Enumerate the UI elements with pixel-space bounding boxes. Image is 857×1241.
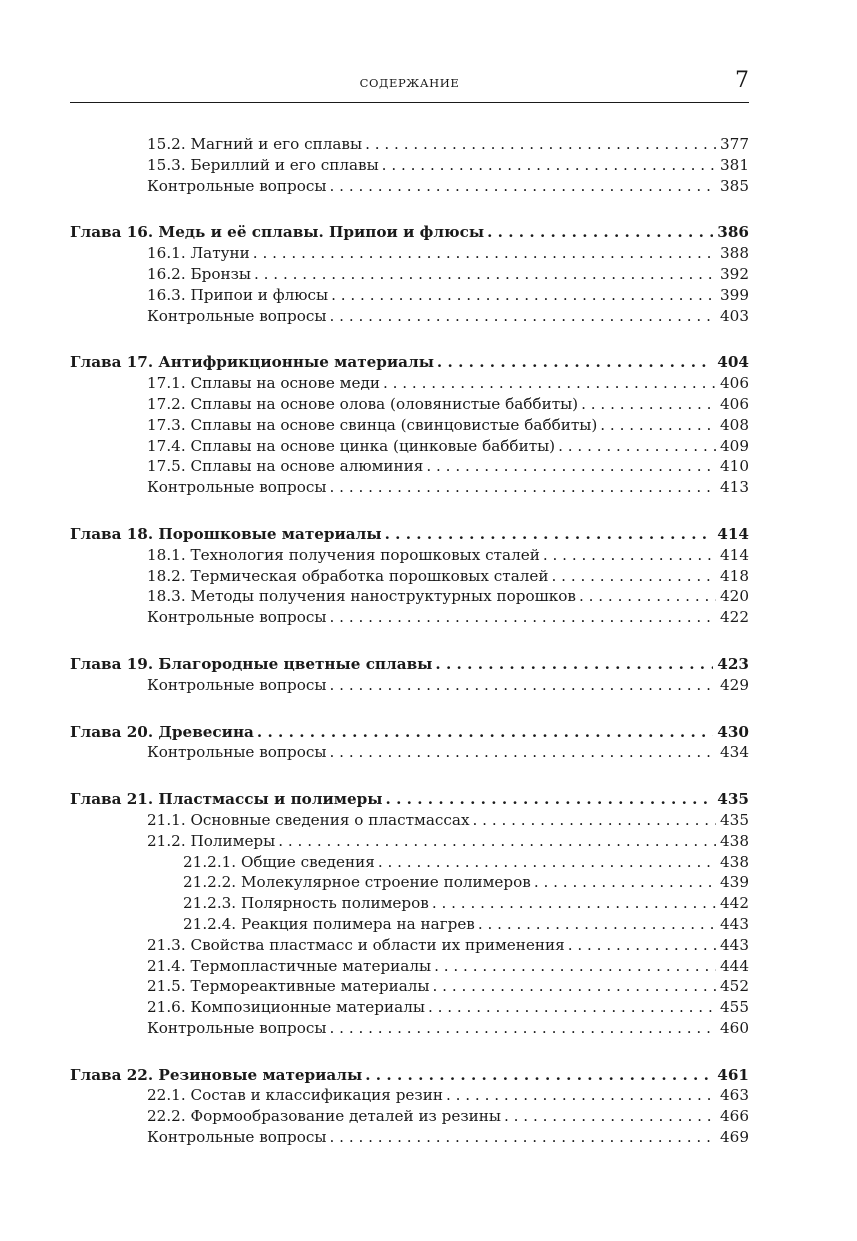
- toc-entry-label: 15.2. Магний и его сплавы: [147, 135, 363, 153]
- dot-leader: [504, 1106, 716, 1127]
- toc-entry-label: 17.5. Сплавы на основе алюминия: [147, 457, 424, 476]
- toc-entry-page: 443: [720, 935, 749, 954]
- dot-leader: [579, 586, 716, 607]
- toc-section-entry[interactable]: [70, 176, 749, 197]
- toc-section-entry[interactable]: [70, 956, 749, 977]
- toc-entry-label: 18.1. Технология получения порошковых сталей: [147, 545, 540, 564]
- toc-section-entry[interactable]: [70, 415, 749, 436]
- toc-entry-label: 16.1. Латуни: [147, 244, 250, 263]
- toc-chapter-entry[interactable]: [70, 352, 749, 373]
- toc-entry-page: 434: [720, 743, 749, 762]
- toc-entry-label: 17.1. Сплавы на основе меди: [147, 374, 380, 393]
- toc-entry-page: 418: [720, 566, 749, 585]
- toc-section-entry[interactable]: [70, 566, 749, 587]
- toc-entry-page: 409: [720, 436, 749, 455]
- toc-subsubsection-entry[interactable]: [70, 893, 749, 914]
- toc-chapter-entry[interactable]: [70, 789, 749, 810]
- toc-entry-page: 435: [717, 790, 749, 809]
- dot-leader: [383, 373, 716, 394]
- toc-entry-page: 392: [720, 264, 749, 283]
- toc-entry-label: Контрольные вопросы: [147, 176, 327, 195]
- toc-entry-page: 439: [720, 873, 749, 892]
- toc-entry-label: 21.1. Основные сведения о пластмассах: [147, 810, 470, 829]
- toc-entry-label: 21.6. Композиционные материалы: [147, 998, 425, 1017]
- toc-section-entry[interactable]: [70, 675, 749, 696]
- toc-entry-page: 386: [717, 223, 749, 242]
- toc-section-entry[interactable]: [70, 545, 749, 566]
- toc-entry-label: Контрольные вопросы: [147, 608, 327, 627]
- dot-leader: [437, 352, 713, 373]
- toc-chapter-entry[interactable]: [70, 222, 749, 243]
- dot-leader: [331, 285, 716, 306]
- toc-entry-label: 18.3. Методы получения наноструктурных порошков: [147, 587, 576, 606]
- toc-section-entry[interactable]: [70, 810, 749, 831]
- toc-entry-page: 430: [717, 722, 749, 741]
- dot-leader: [433, 976, 716, 997]
- toc-entry-page: 429: [720, 675, 749, 694]
- toc-entry-label: 18.2. Термическая обработка порошковых сталей: [147, 566, 549, 585]
- toc-entry-label: 21.2.2. Молекулярное строение полимеров: [183, 873, 531, 892]
- toc-entry-page: 406: [720, 394, 749, 413]
- toc-entry-label: Глава 20. Древесина: [70, 722, 254, 741]
- chapter-spacer: [70, 498, 749, 524]
- toc-chapter-entry[interactable]: [70, 1065, 749, 1086]
- toc-entry-page: 444: [720, 956, 749, 975]
- dot-leader: [435, 654, 713, 675]
- dot-leader: [330, 306, 716, 327]
- toc-entry-label: Глава 17. Антифрикционные материалы: [70, 353, 434, 372]
- toc-entry-label: 21.2. Полимеры: [147, 831, 276, 850]
- dot-leader: [434, 956, 716, 977]
- toc-entry-page: 423: [717, 654, 749, 673]
- dot-leader: [426, 456, 716, 477]
- toc-chapter-entry[interactable]: [70, 654, 749, 675]
- toc-section-entry[interactable]: [70, 477, 749, 498]
- running-header: [70, 66, 749, 103]
- toc-entry-page: 455: [720, 998, 749, 1017]
- chapter-spacer: [70, 326, 749, 352]
- toc-section-entry[interactable]: [70, 976, 749, 997]
- toc-subsubsection-entry[interactable]: [70, 852, 749, 873]
- dot-leader: [330, 1018, 716, 1039]
- toc-entry-label: 16.2. Бронзы: [147, 264, 251, 283]
- dot-leader: [330, 607, 716, 628]
- dot-leader: [558, 436, 716, 457]
- toc-entry-page: 461: [717, 1065, 749, 1084]
- toc-entry-label: 21.2.4. Реакция полимера на нагрев: [183, 914, 475, 933]
- toc-entry-page: 404: [717, 353, 749, 372]
- toc-entry-page: 469: [720, 1128, 749, 1147]
- toc-entry-label: Глава 18. Порошковые материалы: [70, 524, 382, 543]
- toc-section-entry[interactable]: [70, 1085, 749, 1106]
- toc-section-entry[interactable]: [70, 394, 749, 415]
- dot-leader: [365, 134, 716, 155]
- toc-entry-label: 15.3. Бериллий и его сплавы: [147, 155, 379, 174]
- chapter-spacer: [70, 763, 749, 789]
- toc-entry-page: 422: [720, 608, 749, 627]
- dot-leader: [478, 914, 716, 935]
- toc-entry-page: 410: [720, 457, 749, 476]
- dot-leader: [378, 852, 716, 873]
- toc-entry-page: 460: [720, 1018, 749, 1037]
- dot-leader: [330, 675, 716, 696]
- dot-leader: [330, 477, 716, 498]
- toc-entry-label: Контрольные вопросы: [147, 743, 327, 762]
- toc-entry-label: 21.5. Термореактивные материалы: [147, 977, 430, 996]
- toc-entry-label: Глава 22. Резиновые материалы: [70, 1065, 363, 1084]
- toc-entry-label: 17.4. Сплавы на основе цинка (цинковые баббиты): [147, 436, 556, 455]
- dot-leader: [534, 872, 716, 893]
- toc-entry-label: 22.2. Формообразование деталей из резины: [147, 1107, 501, 1126]
- toc-entry-page: 438: [720, 831, 749, 850]
- toc-entry-label: Глава 21. Пластмассы и полимеры: [70, 790, 383, 809]
- toc-entry-label: Контрольные вопросы: [147, 478, 327, 497]
- dot-leader: [253, 243, 716, 264]
- toc-entry-label: Контрольные вопросы: [147, 675, 327, 694]
- chapter-spacer: [70, 628, 749, 654]
- chapter-spacer: [70, 1039, 749, 1065]
- toc-subsubsection-entry[interactable]: [70, 914, 749, 935]
- dot-leader: [581, 394, 716, 415]
- toc-section-entry[interactable]: [70, 1018, 749, 1039]
- toc-chapter-entry[interactable]: [70, 722, 749, 743]
- toc-entry-page: 452: [720, 977, 749, 996]
- toc-entry-page: 399: [720, 285, 749, 304]
- toc-entry-page: 385: [720, 176, 749, 195]
- toc-section-entry[interactable]: [70, 456, 749, 477]
- toc-entry-label: Глава 16. Медь и её сплавы. Припои и флюсы: [70, 223, 485, 242]
- dot-leader: [278, 831, 716, 852]
- toc-entry-label: Контрольные вопросы: [147, 1018, 327, 1037]
- toc-entry-page: 388: [720, 244, 749, 263]
- dot-leader: [330, 742, 716, 763]
- dot-leader: [385, 524, 714, 545]
- dot-leader: [330, 1127, 716, 1148]
- toc-entry-page: 408: [720, 415, 749, 434]
- toc-entry-label: Контрольные вопросы: [147, 306, 327, 325]
- dot-leader: [254, 264, 716, 285]
- toc-entry-label: Глава 19. Благородные цветные сплавы: [70, 654, 433, 673]
- toc-entry-label: 21.2.1. Общие сведения: [183, 852, 375, 871]
- toc-section-entry[interactable]: [70, 586, 749, 607]
- toc-entry-label: 21.4. Термопластичные материалы: [147, 956, 432, 975]
- toc-entry-label: Контрольные вопросы: [147, 1128, 327, 1147]
- dot-leader: [568, 935, 716, 956]
- toc-entry-page: 435: [720, 810, 749, 829]
- toc-section-entry[interactable]: [70, 285, 749, 306]
- toc-entry-page: 414: [717, 524, 749, 543]
- dot-leader: [487, 222, 713, 243]
- dot-leader: [432, 893, 716, 914]
- dot-leader: [330, 176, 716, 197]
- toc-entry-label: 21.2.3. Полярность полимеров: [183, 894, 429, 913]
- book-page: [70, 0, 749, 1241]
- toc-section-entry[interactable]: [70, 134, 749, 155]
- toc-entry-label: 16.3. Припои и флюсы: [147, 285, 329, 304]
- page-number: 7: [735, 68, 749, 93]
- toc-section-entry[interactable]: [70, 1106, 749, 1127]
- dot-leader: [428, 997, 716, 1018]
- toc-entry-page: 466: [720, 1107, 749, 1126]
- toc-section-entry[interactable]: [70, 742, 749, 763]
- dot-leader: [386, 789, 714, 810]
- header-title: СОДЕРЖАНИЕ: [359, 76, 460, 90]
- toc-entry-page: 438: [720, 852, 749, 871]
- toc-entry-page: 442: [720, 894, 749, 913]
- toc-entry-page: 406: [720, 374, 749, 393]
- chapter-spacer: [70, 696, 749, 722]
- toc-entry-page: 420: [720, 587, 749, 606]
- dot-leader: [473, 810, 716, 831]
- toc-entry-label: 17.2. Сплавы на основе олова (оловянистые баббиты): [147, 394, 579, 413]
- toc-entry-label: 22.1. Состав и классификация резин: [147, 1086, 443, 1105]
- toc-section-entry[interactable]: [70, 264, 749, 285]
- toc-entry-page: 463: [720, 1086, 749, 1105]
- toc-section-entry[interactable]: [70, 831, 749, 852]
- toc-entry-page: 414: [720, 545, 749, 564]
- dot-leader: [446, 1085, 716, 1106]
- dot-leader: [600, 415, 716, 436]
- toc-section-entry[interactable]: [70, 935, 749, 956]
- toc-entry-page: 443: [720, 914, 749, 933]
- toc-subsubsection-entry[interactable]: [70, 872, 749, 893]
- toc-section-entry[interactable]: [70, 243, 749, 264]
- dot-leader: [552, 566, 716, 587]
- toc-entry-page: 413: [720, 478, 749, 497]
- toc-entry-page: 403: [720, 306, 749, 325]
- toc-section-entry[interactable]: [70, 997, 749, 1018]
- dot-leader: [365, 1065, 713, 1086]
- dot-leader: [257, 722, 713, 743]
- dot-leader: [543, 545, 716, 566]
- toc-entry-label: 17.3. Сплавы на основе свинца (свинцовистые баббиты): [147, 415, 598, 434]
- toc-section-entry[interactable]: [70, 373, 749, 394]
- toc-section-entry[interactable]: [70, 1127, 749, 1148]
- toc-entry-page: 381: [720, 155, 749, 174]
- toc-section-entry[interactable]: [70, 155, 749, 176]
- chapter-spacer: [70, 196, 749, 222]
- toc-section-entry[interactable]: [70, 306, 749, 327]
- dot-leader: [382, 155, 716, 176]
- table-of-contents: [70, 134, 749, 1148]
- toc-section-entry[interactable]: [70, 607, 749, 628]
- toc-section-entry[interactable]: [70, 436, 749, 457]
- toc-entry-label: 21.3. Свойства пластмасс и области их применения: [147, 935, 565, 954]
- toc-chapter-entry[interactable]: [70, 524, 749, 545]
- toc-entry-page: 377: [720, 135, 749, 153]
